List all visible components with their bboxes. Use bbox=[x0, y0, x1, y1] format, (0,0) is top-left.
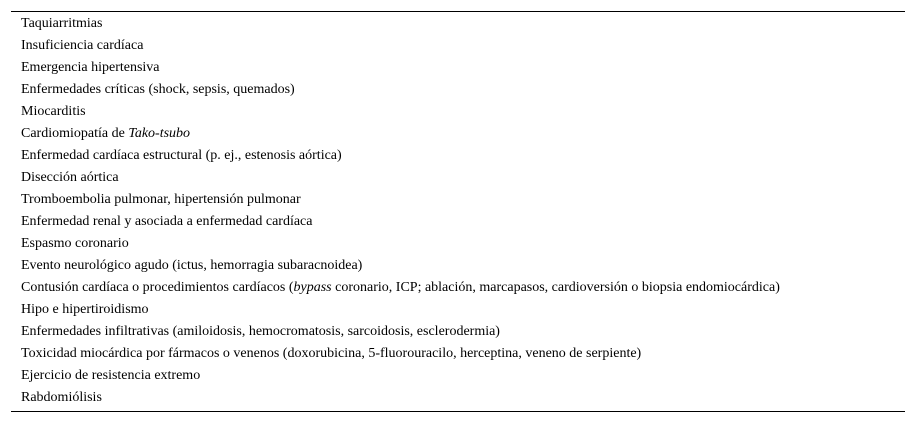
row-text: Rabdomiólisis bbox=[21, 390, 102, 405]
row-italic-text: bypass bbox=[293, 280, 332, 295]
table-row bbox=[21, 343, 780, 365]
table-row bbox=[21, 365, 780, 387]
table-row bbox=[21, 255, 780, 277]
table-row bbox=[21, 13, 780, 35]
row-text: Evento neurológico agudo (ictus, hemorragia subaracnoidea) bbox=[21, 258, 363, 273]
row-text: Insuficiencia cardíaca bbox=[21, 38, 144, 53]
table-row bbox=[21, 387, 780, 409]
causes-table bbox=[11, 11, 905, 412]
table-row bbox=[21, 79, 780, 101]
table-rows bbox=[21, 13, 780, 409]
row-text: Tromboembolia pulmonar, hipertensión pulmonar bbox=[21, 192, 301, 207]
table-row bbox=[21, 145, 780, 167]
table-row bbox=[21, 277, 780, 299]
table-row bbox=[21, 167, 780, 189]
row-text: Toxicidad miocárdica por fármacos o venenos (doxorubicina, 5-fluorouracilo, herceptina, veneno de serpiente) bbox=[21, 346, 642, 361]
table-row bbox=[21, 57, 780, 79]
row-text: Disección aórtica bbox=[21, 170, 119, 185]
row-text: Espasmo coronario bbox=[21, 236, 129, 251]
table-row bbox=[21, 123, 780, 145]
row-text: Enfermedad renal y asociada a enfermedad cardíaca bbox=[21, 214, 313, 229]
table-row bbox=[21, 321, 780, 343]
row-text: Ejercicio de resistencia extremo bbox=[21, 368, 201, 383]
row-italic-text: Tako-tsubo bbox=[128, 126, 191, 141]
row-text: Enfermedad cardíaca estructural (p. ej., estenosis aórtica) bbox=[21, 148, 342, 163]
row-text: Enfermedades críticas (shock, sepsis, quemados) bbox=[21, 82, 295, 97]
row-text: Contusión cardíaca o procedimientos cardíacos ( bbox=[21, 280, 294, 295]
table-row bbox=[21, 35, 780, 57]
row-text: Miocarditis bbox=[21, 104, 86, 119]
table-row bbox=[21, 299, 780, 321]
row-text: Taquiarritmias bbox=[21, 16, 103, 31]
table-row bbox=[21, 211, 780, 233]
row-text: Hipo e hipertiroidismo bbox=[21, 302, 149, 317]
row-text: Emergencia hipertensiva bbox=[21, 60, 160, 75]
row-text: Enfermedades infiltrativas (amiloidosis, hemocromatosis, sarcoidosis, esclerodermia) bbox=[21, 324, 500, 339]
row-text: coronario, ICP; ablación, marcapasos, cardioversión o biopsia endomiocárdica) bbox=[331, 280, 780, 295]
row-text: Cardiomiopatía de bbox=[21, 126, 129, 141]
table-row bbox=[21, 233, 780, 255]
table-row bbox=[21, 101, 780, 123]
table-row bbox=[21, 189, 780, 211]
